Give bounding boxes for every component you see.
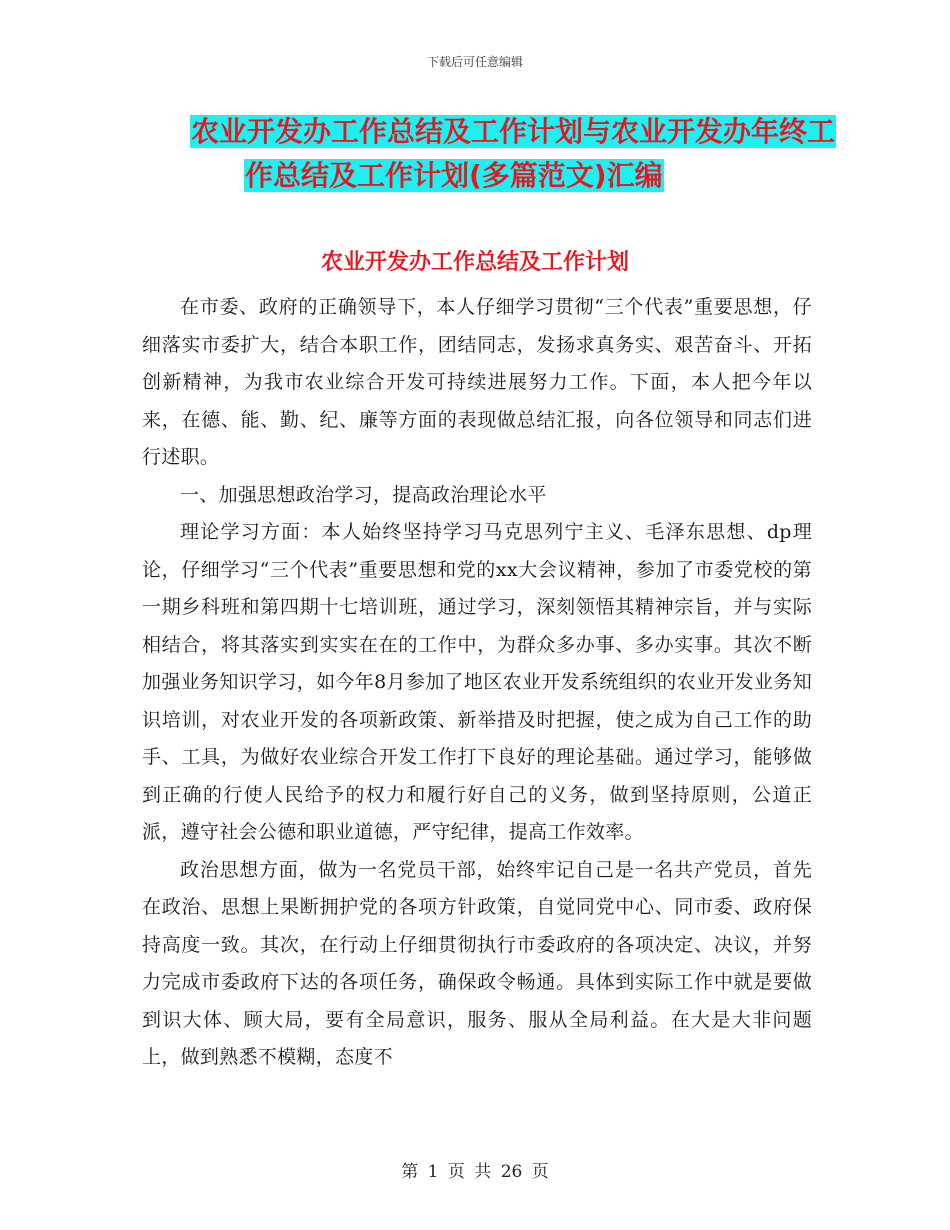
body-paragraph: 政治思想方面，做为一名党员干部，始终牢记自己是一名共产党员，首先在政治、思想上果断拥护党的各项方针政策，自觉同党中心、同市委、政府保持高度一致。其次，在行动上仔细贯彻执行市委政府的各项决定、决议，并努力完成市委政府下达的各项任务，确保政令畅通。具体到实际工作中就是要做到识大体、顾大局，要有全局意识，服务、服从全局利益。在大是大非问题上，做到熟悉不模糊，态度不 (142, 858, 812, 1068)
body-paragraph: 在市委、政府的正确领导下，本人仔细学习贯彻“三个代表”重要思想，仔细落实市委扩大，结合本职工作，团结同志，发扬求真务实、艰苦奋斗、开拓创新精神，为我市农业综合开发可持续进展努力工作。下面，本人把今年以来，在德、能、勤、纪、廉等方面的表现做总结汇报，向各位领导和同志们进行述职。 (142, 296, 812, 468)
document-title-text-1: 农业开发办工作总结及工作计划与农业开发办年终工 (191, 115, 836, 148)
page-number-footer: 第 1 页 共 26 页 (401, 1162, 549, 1182)
body-paragraph: 理论学习方面：本人始终坚持学习马克思列宁主义、毛泽东思想、dp理论，仔细学习“三个代表”重要思想和党的xx大会议精神，参加了市委党校的第一期乡科班和第四期十七培训班，通过学习，深刻领悟其精神宗旨，并与实际相结合，将其落实到实实在在的工作中，为群众多办事、多办实事。其次不断加强业务知识学习，如今年8月参加了地区农业开发系统组织的农业开发业务知识培训，对农业开发的各项新政策、新举措及时把握，使之成为自己工作的助手、工具，为做好农业综合开发工作打下良好的理论基础。通过学习，能够做到正确的行使人民给予的权力和履行好自己的义务，做到坚持原则，公道正派，遵守社会公德和职业道德，严守纪律，提高工作效率。 (142, 521, 812, 843)
document-body (142, 289, 812, 1077)
body-paragraph-heading: 一、加强思想政治学习，提高政治理论水平 (180, 483, 547, 506)
section-title: 农业开发办工作总结及工作计划 (320, 250, 629, 275)
page-header-note: 下载后可任意编辑 (426, 55, 523, 69)
document-title-line-1 (0, 108, 950, 156)
document-title-line-2 (0, 152, 950, 200)
document-title-text-2: 作总结及工作计划(多篇范文)汇编 (245, 159, 663, 192)
